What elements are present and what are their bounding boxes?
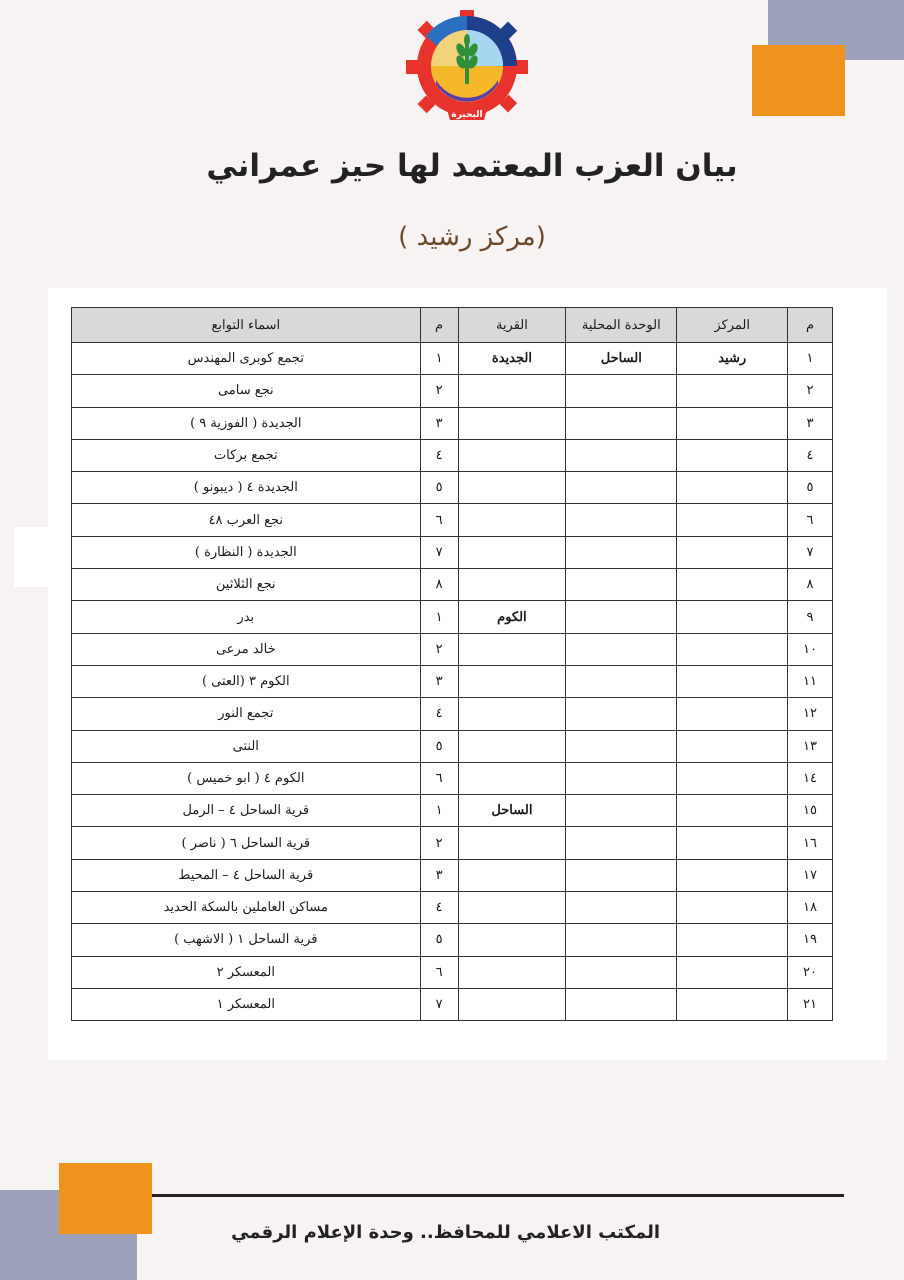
header-village: القرية [458, 308, 566, 343]
table-panel [48, 288, 887, 1060]
cell-village [458, 472, 566, 504]
cell-village [458, 569, 566, 601]
cell-local-unit [566, 375, 677, 407]
cell-village [458, 536, 566, 568]
side-decoration-white [14, 527, 50, 587]
cell-sub-serial: ٥ [420, 730, 458, 762]
header-markaz: المركز [677, 308, 788, 343]
page-title: بيان العزب المعتمد لها حيز عمراني [206, 148, 738, 184]
cell-local-unit [566, 924, 677, 956]
cell-serial: ١٤ [788, 762, 833, 794]
table-body [72, 343, 833, 1021]
cell-hamlet-name: المعسكر ١ [72, 988, 421, 1020]
cell-markaz [677, 762, 788, 794]
cell-markaz [677, 536, 788, 568]
cell-local-unit: الساحل [566, 343, 677, 375]
cell-hamlet-name: الكوم ٣ (العتى ) [72, 665, 421, 697]
table-header-row [72, 308, 833, 343]
cell-serial: ١٢ [788, 698, 833, 730]
cell-village [458, 665, 566, 697]
cell-village [458, 633, 566, 665]
cell-sub-serial: ٥ [420, 924, 458, 956]
cell-markaz [677, 601, 788, 633]
cell-sub-serial: ٨ [420, 569, 458, 601]
cell-hamlet-name: نجع العرب ٤٨ [72, 504, 421, 536]
corner-decoration-orange-top [752, 45, 845, 116]
table-row [72, 633, 833, 665]
cell-local-unit [566, 762, 677, 794]
table-row [72, 504, 833, 536]
cell-serial: ١٧ [788, 859, 833, 891]
cell-markaz [677, 892, 788, 924]
cell-sub-serial: ٣ [420, 859, 458, 891]
cell-serial: ١١ [788, 665, 833, 697]
cell-sub-serial: ٢ [420, 827, 458, 859]
cell-local-unit [566, 698, 677, 730]
cell-serial: ٤ [788, 439, 833, 471]
table-row [72, 924, 833, 956]
cell-local-unit [566, 536, 677, 568]
header-hamlet-names: اسماء التوابع [72, 308, 421, 343]
villages-table [71, 307, 833, 1021]
cell-local-unit [566, 730, 677, 762]
cell-local-unit [566, 956, 677, 988]
cell-serial: ٩ [788, 601, 833, 633]
cell-village [458, 892, 566, 924]
cell-markaz [677, 956, 788, 988]
cell-serial: ٣ [788, 407, 833, 439]
cell-local-unit [566, 601, 677, 633]
cell-serial: ٨ [788, 569, 833, 601]
cell-sub-serial: ٤ [420, 439, 458, 471]
cell-village [458, 407, 566, 439]
cell-hamlet-name: نجع الثلاثين [72, 569, 421, 601]
cell-village [458, 859, 566, 891]
cell-local-unit [566, 439, 677, 471]
cell-sub-serial: ٢ [420, 375, 458, 407]
footer-text: المكتب الاعلامي للمحافظ.. وحدة الإعلام الرقمي [231, 1222, 660, 1243]
cell-local-unit [566, 795, 677, 827]
table-row [72, 956, 833, 988]
cell-village [458, 375, 566, 407]
table-row [72, 795, 833, 827]
table-row [72, 827, 833, 859]
cell-markaz: رشيد [677, 343, 788, 375]
page-subtitle: ( مركز رشيد) [398, 222, 546, 252]
cell-sub-serial: ٦ [420, 956, 458, 988]
cell-village [458, 730, 566, 762]
table-row [72, 665, 833, 697]
cell-markaz [677, 665, 788, 697]
header-local-unit: الوحدة المحلية [566, 308, 677, 343]
cell-hamlet-name: الجديدة ( الفوزية ٩ ) [72, 407, 421, 439]
cell-village: الجديدة [458, 343, 566, 375]
cell-markaz [677, 472, 788, 504]
cell-local-unit [566, 988, 677, 1020]
cell-sub-serial: ٤ [420, 892, 458, 924]
table-row [72, 859, 833, 891]
table-row [72, 601, 833, 633]
cell-sub-serial: ٧ [420, 988, 458, 1020]
cell-hamlet-name: النتى [72, 730, 421, 762]
cell-local-unit [566, 665, 677, 697]
cell-hamlet-name: المعسكر ٢ [72, 956, 421, 988]
cell-hamlet-name: تجمع بركات [72, 439, 421, 471]
cell-sub-serial: ١ [420, 795, 458, 827]
cell-local-unit [566, 407, 677, 439]
cell-serial: ١٥ [788, 795, 833, 827]
cell-sub-serial: ٤ [420, 698, 458, 730]
cell-sub-serial: ٢ [420, 633, 458, 665]
cell-sub-serial: ٦ [420, 504, 458, 536]
cell-serial: ١٣ [788, 730, 833, 762]
cell-village [458, 439, 566, 471]
cell-local-unit [566, 892, 677, 924]
cell-hamlet-name: مساكن العاملين بالسكة الحديد [72, 892, 421, 924]
cell-sub-serial: ٣ [420, 665, 458, 697]
table-row [72, 407, 833, 439]
cell-sub-serial: ٧ [420, 536, 458, 568]
cell-hamlet-name: قرية الساحل ١ ( الاشهب ) [72, 924, 421, 956]
table-row [72, 569, 833, 601]
cell-markaz [677, 569, 788, 601]
cell-serial: ٥ [788, 472, 833, 504]
cell-markaz [677, 504, 788, 536]
table-row [72, 698, 833, 730]
cell-hamlet-name: الكوم ٤ ( ابو خميس ) [72, 762, 421, 794]
cell-village [458, 988, 566, 1020]
cell-village [458, 956, 566, 988]
cell-markaz [677, 988, 788, 1020]
cell-hamlet-name: قرية الساحل ٤ – الرمل [72, 795, 421, 827]
cell-serial: ٧ [788, 536, 833, 568]
table-row [72, 439, 833, 471]
cell-local-unit [566, 859, 677, 891]
corner-decoration-orange-bottom [59, 1163, 152, 1234]
cell-sub-serial: ٣ [420, 407, 458, 439]
cell-markaz [677, 375, 788, 407]
cell-hamlet-name: تجمع النور [72, 698, 421, 730]
cell-hamlet-name: قرية الساحل ٦ ( ناصر ) [72, 827, 421, 859]
cell-local-unit [566, 827, 677, 859]
table-row [72, 762, 833, 794]
table-row [72, 730, 833, 762]
header-serial: م [788, 308, 833, 343]
cell-markaz [677, 827, 788, 859]
cell-local-unit [566, 504, 677, 536]
cell-serial: ٢١ [788, 988, 833, 1020]
cell-serial: ١٦ [788, 827, 833, 859]
header-sub-serial: م [420, 308, 458, 343]
table-row [72, 536, 833, 568]
cell-hamlet-name: خالد مرعى [72, 633, 421, 665]
cell-sub-serial: ١ [420, 343, 458, 375]
cell-hamlet-name: بدر [72, 601, 421, 633]
cell-village [458, 504, 566, 536]
table-row [72, 988, 833, 1020]
cell-local-unit [566, 633, 677, 665]
cell-village [458, 698, 566, 730]
cell-sub-serial: ٦ [420, 762, 458, 794]
cell-local-unit [566, 472, 677, 504]
cell-village [458, 762, 566, 794]
cell-hamlet-name: الجديدة ٤ ( ديبونو ) [72, 472, 421, 504]
logo-label: البحيرة [451, 110, 483, 120]
table-row [72, 343, 833, 375]
cell-serial: ٢٠ [788, 956, 833, 988]
cell-serial: ٦ [788, 504, 833, 536]
table-row [72, 892, 833, 924]
cell-hamlet-name: قرية الساحل ٤ – المحيط [72, 859, 421, 891]
cell-markaz [677, 795, 788, 827]
cell-serial: ٢ [788, 375, 833, 407]
cell-village: الكوم [458, 601, 566, 633]
cell-village [458, 924, 566, 956]
cell-serial: ١ [788, 343, 833, 375]
cell-markaz [677, 698, 788, 730]
cell-markaz [677, 407, 788, 439]
footer-divider [152, 1194, 844, 1197]
cell-village [458, 827, 566, 859]
cell-markaz [677, 633, 788, 665]
cell-markaz [677, 439, 788, 471]
cell-markaz [677, 730, 788, 762]
table-row [72, 472, 833, 504]
cell-sub-serial: ١ [420, 601, 458, 633]
cell-village: الساحل [458, 795, 566, 827]
cell-sub-serial: ٥ [420, 472, 458, 504]
cell-hamlet-name: الجديدة ( النظارة ) [72, 536, 421, 568]
cell-serial: ١٠ [788, 633, 833, 665]
cell-serial: ١٨ [788, 892, 833, 924]
cell-markaz [677, 924, 788, 956]
cell-serial: ١٩ [788, 924, 833, 956]
table-row [72, 375, 833, 407]
cell-local-unit [566, 569, 677, 601]
cell-hamlet-name: تجمع كوبرى المهندس [72, 343, 421, 375]
wheat-gear-logo-icon [406, 10, 528, 128]
cell-hamlet-name: نجع سامى [72, 375, 421, 407]
cell-markaz [677, 859, 788, 891]
